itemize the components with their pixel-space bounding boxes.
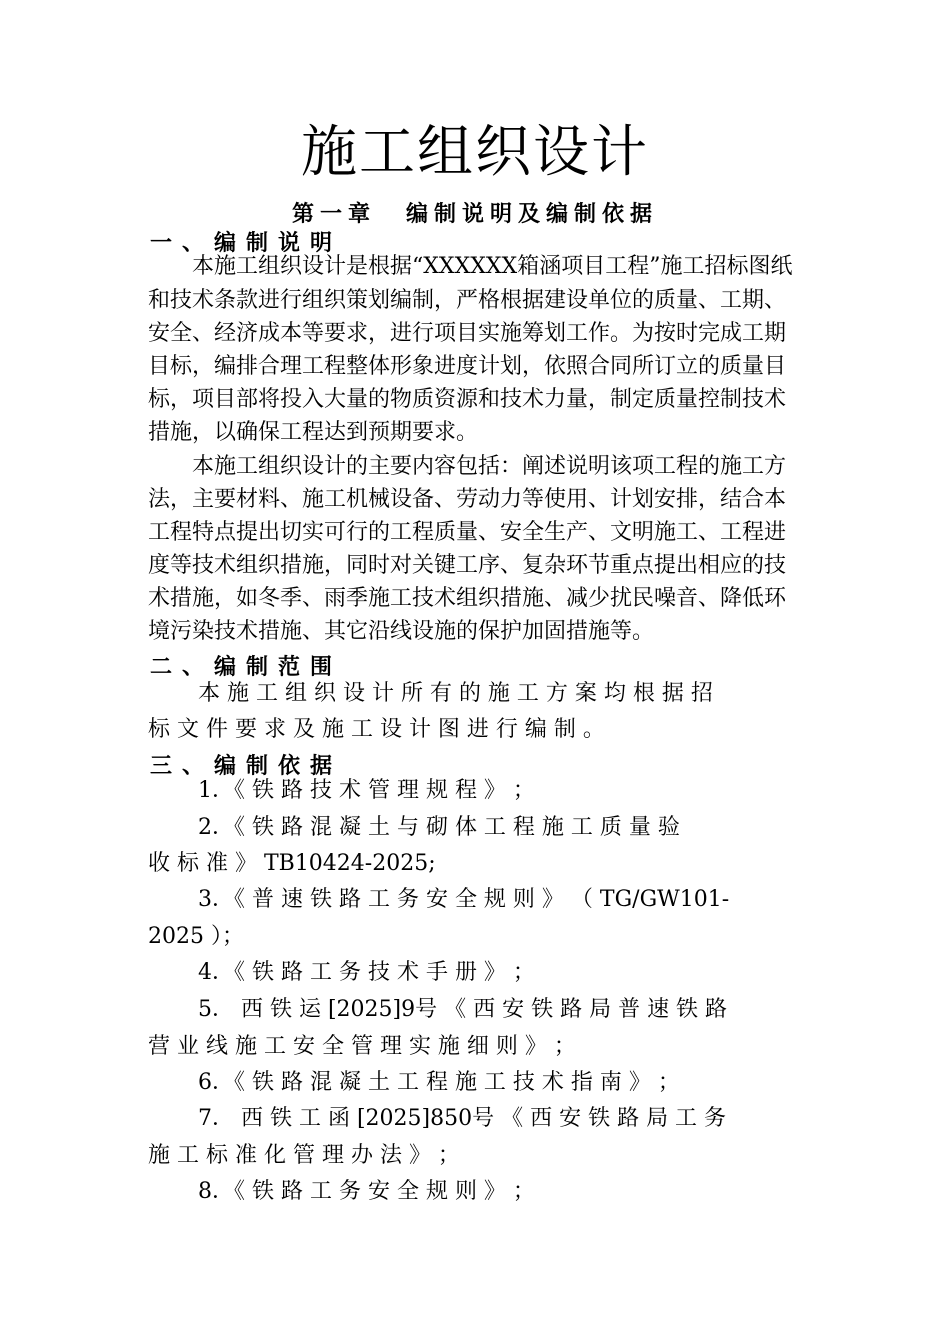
paragraph-line: 目标，编排合理工程整体形象进度计划，依照合同所订立的质量目 xyxy=(148,354,787,379)
reference-item-continued: 收 标 准 》 TB10424-2025; xyxy=(148,851,436,876)
chapter-title: 编制说明及编制依据 xyxy=(406,202,659,227)
reference-item: 7． 西 铁 工 函 [2025]850号 《 西 安 铁 路 局 工 务 xyxy=(198,1106,727,1131)
chapter-heading xyxy=(0,200,950,230)
document-title: 施工组织设计 xyxy=(301,120,649,185)
reference-item-continued: 2025 ）； xyxy=(148,924,244,949)
paragraph-line: 术措施，如冬季、雨季施工技术组织措施、减少扰民噪音、降低环 xyxy=(148,586,787,611)
paragraph-line: 标 文 件 要 求 及 施 工 设 计 图 进 行 编 制 。 xyxy=(148,717,605,742)
section-heading-1: 一、编制说明 xyxy=(150,231,343,256)
section-heading-2: 二、编制范围 xyxy=(150,655,343,680)
paragraph-line: 措施，以确保工程达到预期要求。 xyxy=(148,420,479,445)
paragraph-line: 工程特点提出切实可行的工程质量、安全生产、文明施工、工程进 xyxy=(148,520,787,545)
reference-item: 4．《 铁 路 工 务 技 术 手 册 》 ； xyxy=(198,960,535,985)
paragraph-line: 法，主要材料、施工机械设备、劳动力等使用、计划安排，结合本 xyxy=(148,487,787,512)
reference-item: 1．《 铁 路 技 术 管 理 规 程 》 ； xyxy=(198,778,535,803)
paragraph-line: 和技术条款进行组织策划编制，严格根据建设单位的质量、工期、 xyxy=(148,288,787,313)
reference-item-continued: 施 工 标 准 化 管 理 办 法 》 ； xyxy=(148,1143,460,1168)
reference-item: 6．《 铁 路 混 凝 土 工 程 施 工 技 术 指 南 》 ； xyxy=(198,1070,680,1095)
reference-item-continued: 营 业 线 施 工 安 全 管 理 实 施 细 则 》 ； xyxy=(148,1034,576,1059)
chapter-label: 第一章 xyxy=(291,202,376,227)
paragraph-line: 度等技术组织措施，同时对关键工序、复杂环节重点提出相应的技 xyxy=(148,553,787,578)
paragraph-line: 本施工组织设计的主要内容包括：阐述说明该项工程的施工方 xyxy=(192,454,787,479)
paragraph-line: 境污染技术措施、其它沿线设施的保护加固措施等。 xyxy=(148,619,655,644)
paragraph-line: 本 施 工 组 织 设 计 所 有 的 施 工 方 案 均 根 据 招 xyxy=(198,681,713,706)
reference-item: 5． 西 铁 运 [2025]9号 《 西 安 铁 路 局 普 速 铁 路 xyxy=(198,997,728,1022)
paragraph-line: 标，项目部将投入大量的物质资源和技术力量，制定质量控制技术 xyxy=(148,387,787,412)
reference-item: 2．《 铁 路 混 凝 土 与 砌 体 工 程 施 工 质 量 验 xyxy=(198,815,680,840)
reference-item: 3．《 普 速 铁 路 工 务 安 全 规 则 》 （ TG/GW101- xyxy=(198,887,730,912)
paragraph-line: 本施工组织设计是根据“XXXXXX箱涵项目工程”施工招标图纸 xyxy=(192,254,793,279)
reference-item: 8．《 铁 路 工 务 安 全 规 则 》 ； xyxy=(198,1179,535,1204)
paragraph-line: 安全、经济成本等要求，进行项目实施筹划工作。为按时完成工期 xyxy=(148,321,787,346)
section-heading-3: 三、编制依据 xyxy=(150,754,343,779)
